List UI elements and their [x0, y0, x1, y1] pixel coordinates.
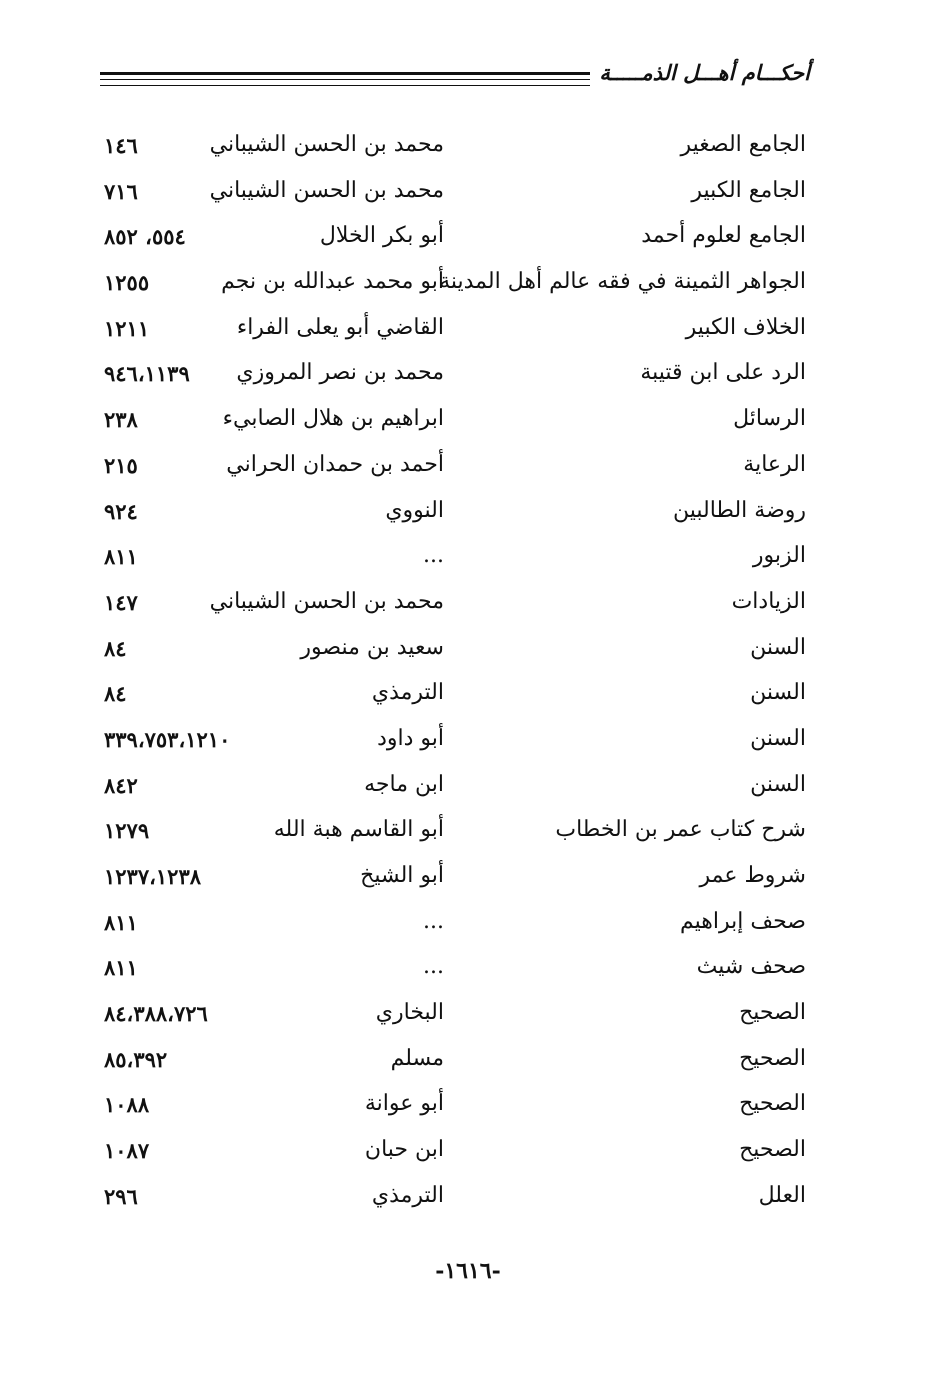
page-references: ١٢١١: [104, 315, 150, 341]
book-author: البخاري: [375, 1000, 444, 1026]
page-number: -١٦١٦-: [435, 1258, 501, 1284]
table-row: [100, 1133, 810, 1179]
book-title: السنن: [750, 771, 806, 797]
book-author: ابراهيم بن هلال الصابيء: [222, 406, 444, 432]
book-title: صحف إبراهيم: [679, 908, 806, 934]
book-author: الترمذي: [371, 680, 444, 706]
page-references: ٩٢٤: [104, 498, 138, 524]
book-title: الجامع لعلوم أحمد: [641, 223, 806, 249]
page-references: ٨٤: [104, 635, 127, 661]
table-row: [100, 768, 810, 814]
page-references: ٢٩٦: [104, 1183, 138, 1209]
book-author: النووي: [385, 497, 444, 523]
page-references: ١٤٧: [104, 589, 138, 615]
running-title: أحكـــام أهـــل الذمـــــة: [599, 60, 810, 85]
page-references: ٣٣٩،٧٥٣،١٢١٠: [104, 726, 231, 752]
book-title: السنن: [750, 634, 806, 660]
table-row: [100, 1179, 810, 1225]
table-row: [100, 402, 810, 448]
table-row: [100, 676, 810, 722]
book-author: مسلم: [390, 1045, 444, 1071]
table-row: [100, 996, 810, 1042]
table-row: [100, 494, 810, 540]
book-title: الجواهر الثمينة في فقه عالم أهل المدينة: [439, 269, 806, 295]
table-row: [100, 174, 810, 220]
table-row: [100, 311, 810, 357]
book-author: أبو داود: [377, 725, 444, 751]
book-title: روضة الطالبين: [672, 497, 806, 523]
book-title: شرح كتاب عمر بن الخطاب: [555, 817, 806, 843]
page-references: ٨٥،٣٩٢: [104, 1046, 168, 1072]
table-row: [100, 1087, 810, 1133]
page-references: ١٢٣٧،١٢٣٨: [104, 864, 202, 889]
book-title: الزيادات: [731, 588, 806, 614]
page-references: ١٠٨٧: [104, 1138, 150, 1164]
table-row: [100, 722, 810, 768]
table-row: [100, 539, 810, 585]
table-row: [100, 265, 810, 311]
book-title: الصحيح: [739, 1000, 806, 1026]
table-row: [100, 813, 810, 859]
running-header: [100, 56, 810, 96]
book-title: السنن: [750, 680, 806, 706]
table-row: [100, 356, 810, 402]
book-author: ...: [423, 954, 444, 980]
book-author: أبو الشيخ: [360, 863, 444, 888]
page-references: ٨١١: [104, 544, 138, 570]
book-author: أبو بكر الخلال: [319, 223, 444, 249]
header-rule-inner-line: [100, 79, 590, 80]
page-references: ٨١١: [104, 955, 138, 981]
book-title: الزبور: [752, 543, 806, 569]
book-author: ...: [423, 543, 444, 569]
page-references: ٨٤٢: [104, 772, 138, 798]
book-author: محمد بن الحسن الشيباني: [209, 177, 444, 203]
page-references: ٩٤٦،١١٣٩: [104, 361, 190, 387]
book-author: سعيد بن منصور: [300, 634, 444, 660]
table-row: [100, 950, 810, 996]
table-row: [100, 448, 810, 494]
book-author: القاضي أبو يعلى الفراء: [236, 314, 444, 340]
header-double-rule: [100, 72, 590, 86]
book-title: الخلاف الكبير: [685, 314, 806, 340]
book-title: شروط عمر: [699, 863, 806, 888]
book-author: محمد بن نصر المروزي: [236, 360, 444, 386]
table-row: [100, 631, 810, 677]
book-title: الرعاية: [743, 451, 806, 477]
book-author: ...: [423, 908, 444, 934]
page-references: ٨٤: [104, 681, 127, 707]
page-references: ١٢٥٥: [104, 270, 150, 296]
page-references: ٨١١: [104, 909, 138, 935]
book-title: السنن: [750, 725, 806, 751]
table-row: [100, 128, 810, 174]
book-title: الرد على ابن قتيبة: [640, 360, 806, 386]
table-row: [100, 585, 810, 631]
book-author: ابن ماجه: [364, 771, 444, 797]
page-references: ١٠٨٨: [104, 1092, 150, 1118]
book-title: الصحيح: [739, 1137, 806, 1163]
table-row: [100, 219, 810, 265]
book-author: محمد بن الحسن الشيباني: [209, 588, 444, 614]
book-title: الجامع الصغير: [680, 132, 806, 157]
page-references: ٨٤،٣٨٨،٧٢٦: [104, 1001, 208, 1027]
page-references: ٢١٥: [104, 452, 138, 478]
book-title: الصحيح: [739, 1091, 806, 1117]
book-author: أحمد بن حمدان الحراني: [226, 451, 444, 477]
page-references: ١٤٦: [104, 133, 138, 158]
book-title: صحف شيث: [696, 954, 806, 980]
table-row: [100, 859, 810, 905]
book-author: أبو محمد عبدالله بن نجم: [221, 269, 444, 295]
book-title: الرسائل: [733, 406, 806, 432]
book-title: الجامع الكبير: [691, 177, 806, 203]
page-references: ٢٣٨: [104, 407, 138, 433]
table-row: [100, 905, 810, 951]
table-row: [100, 1042, 810, 1088]
page-references: ٥٥٤، ٨٥٢: [104, 224, 186, 250]
page-references: ٧١٦: [104, 178, 138, 204]
book-title: العلل: [758, 1182, 806, 1208]
book-title: الصحيح: [739, 1045, 806, 1071]
page-references: ١٢٧٩: [104, 818, 150, 844]
bibliography-list: [100, 128, 810, 1225]
book-author: محمد بن الحسن الشيباني: [209, 132, 444, 157]
book-author: أبو عوانة: [364, 1091, 444, 1117]
book-author: الترمذي: [371, 1182, 444, 1208]
book-author: أبو القاسم هبة الله: [273, 817, 444, 843]
book-author: ابن حبان: [364, 1137, 444, 1163]
